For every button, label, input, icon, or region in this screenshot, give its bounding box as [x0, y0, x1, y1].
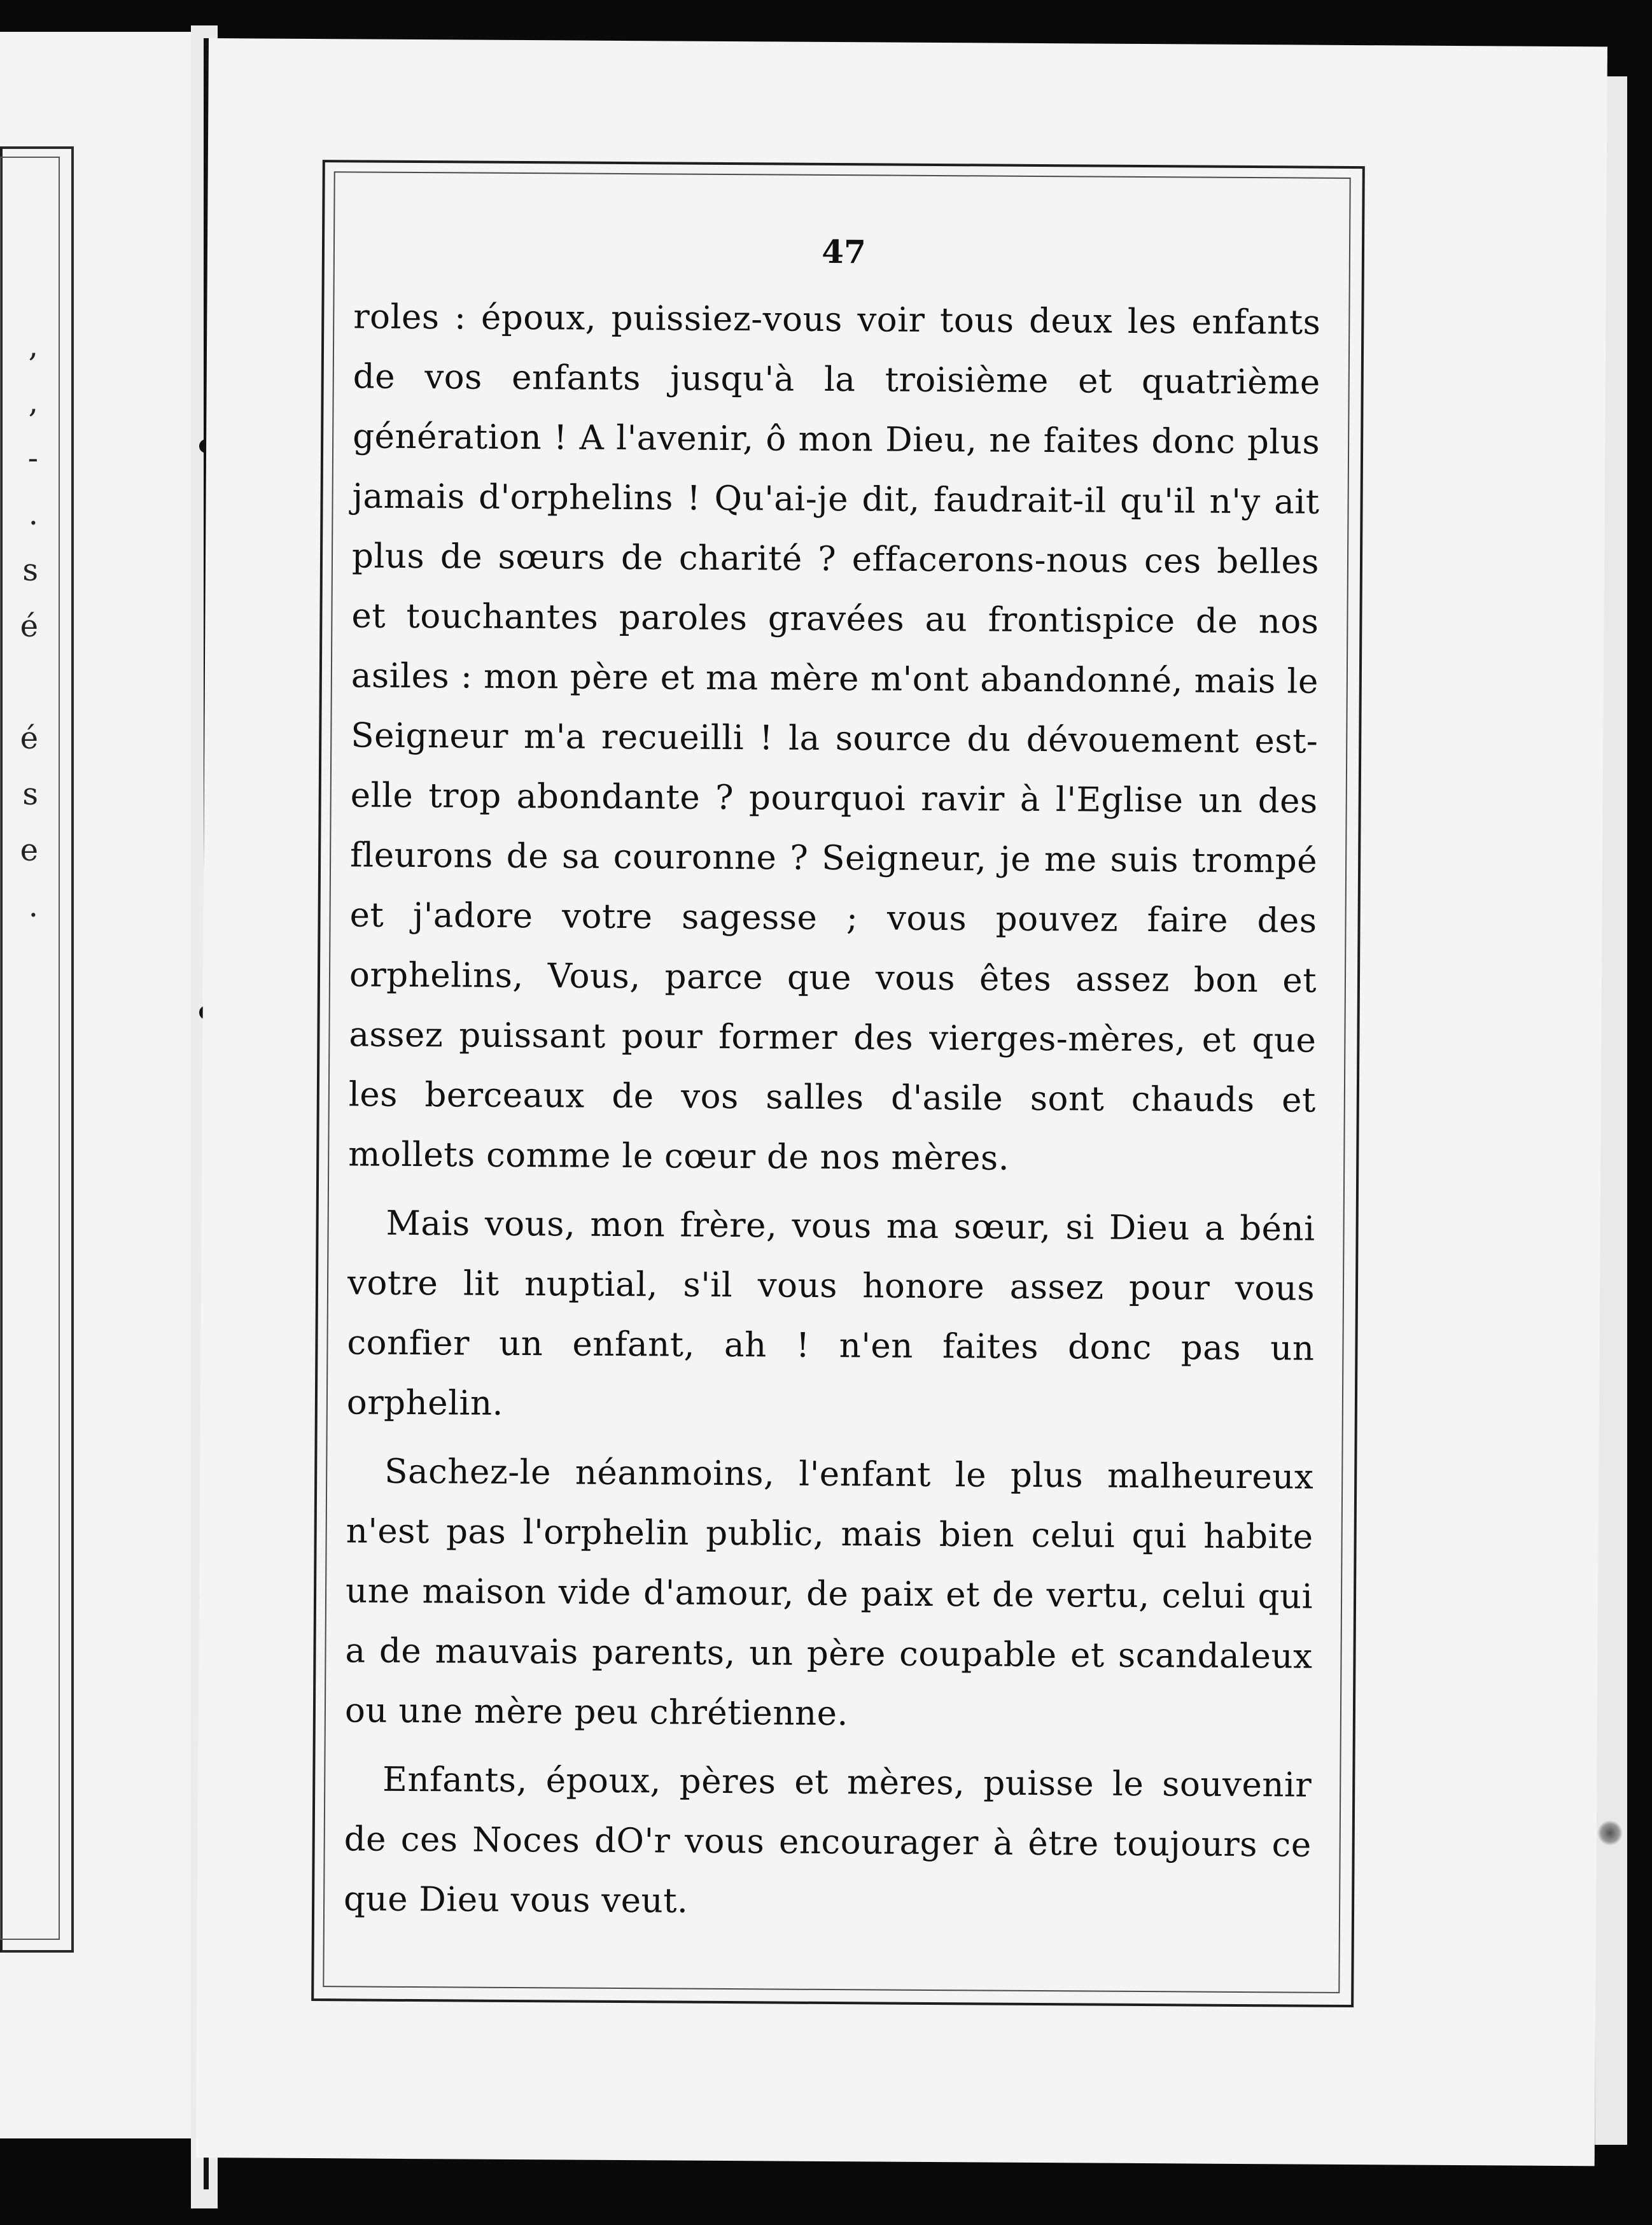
edge-glyph: e: [20, 832, 38, 868]
left-page-edge-text: [0, 318, 38, 934]
edge-glyph: s: [22, 776, 38, 812]
edge-glyph: -: [27, 440, 38, 476]
paragraph: Enfants, époux, pères et mères, puisse le souvenir de ces Noces dO'r vous encourager à être toujours ce que Dieu vous veut.: [343, 1760, 1312, 1921]
paragraph: roles : époux, puissiez-vous voir tous deux les enfants de vos enfants jusqu'à la troisième et quatrième génération ! A l'avenir, ô mon Dieu, ne faites donc plus jamais d'orphelins ! Qu'ai-je dit, faudrait-il qu'il n'y ait plus de sœurs de charité ? effacerons-nous ces belles et touchantes paroles gravées au frontispice de nos asiles : mon père et ma mère m'ont abandonné, mais le Seigneur m'a recueilli ! la source du dévouement est-elle trop abondante ? pourquoi ravir à l'Eglise un des fleurons de sa couronne ? Seigneur, je me suis trompé et j'adore votre sagesse ; vous pouvez faire des orphelins, Vous, parce que vous êtes assez bon et assez puissant pour former des vierges-mères, et que les berceaux de vos salles d'asile sont chauds et mollets comme le cœur de nos mères.: [348, 297, 1321, 1178]
edge-glyph: é: [20, 608, 38, 644]
book-page: [196, 38, 1607, 2166]
paragraph: Mais vous, mon frère, vous ma sœur, si Dieu a béni votre lit nuptial, s'il vous honore assez pour vous confier un enfant, ah ! n'en faites donc pas un orphelin.: [346, 1204, 1315, 1423]
edge-glyph: ,: [28, 328, 38, 364]
page-text: [344, 287, 1321, 1944]
page-smudge: [1597, 1820, 1623, 1846]
page-number: 47: [821, 232, 866, 271]
paragraph: Sachez-le néanmoins, l'enfant le plus malheureux n'est pas l'orphelin public, mais bien celui qui habite une maison vide d'amour, de paix et de vertu, celui qui a de mauvais parents, un père coupable et scandaleux ou une mère peu chrétienne.: [344, 1452, 1314, 1734]
edge-glyph: .: [28, 496, 38, 532]
edge-glyph: s: [22, 552, 38, 588]
edge-glyph: .: [28, 888, 38, 924]
left-facing-page: [0, 32, 191, 2138]
edge-glyph: ,: [28, 384, 38, 420]
edge-glyph: [0, 654, 38, 710]
edge-glyph: é: [20, 720, 38, 756]
